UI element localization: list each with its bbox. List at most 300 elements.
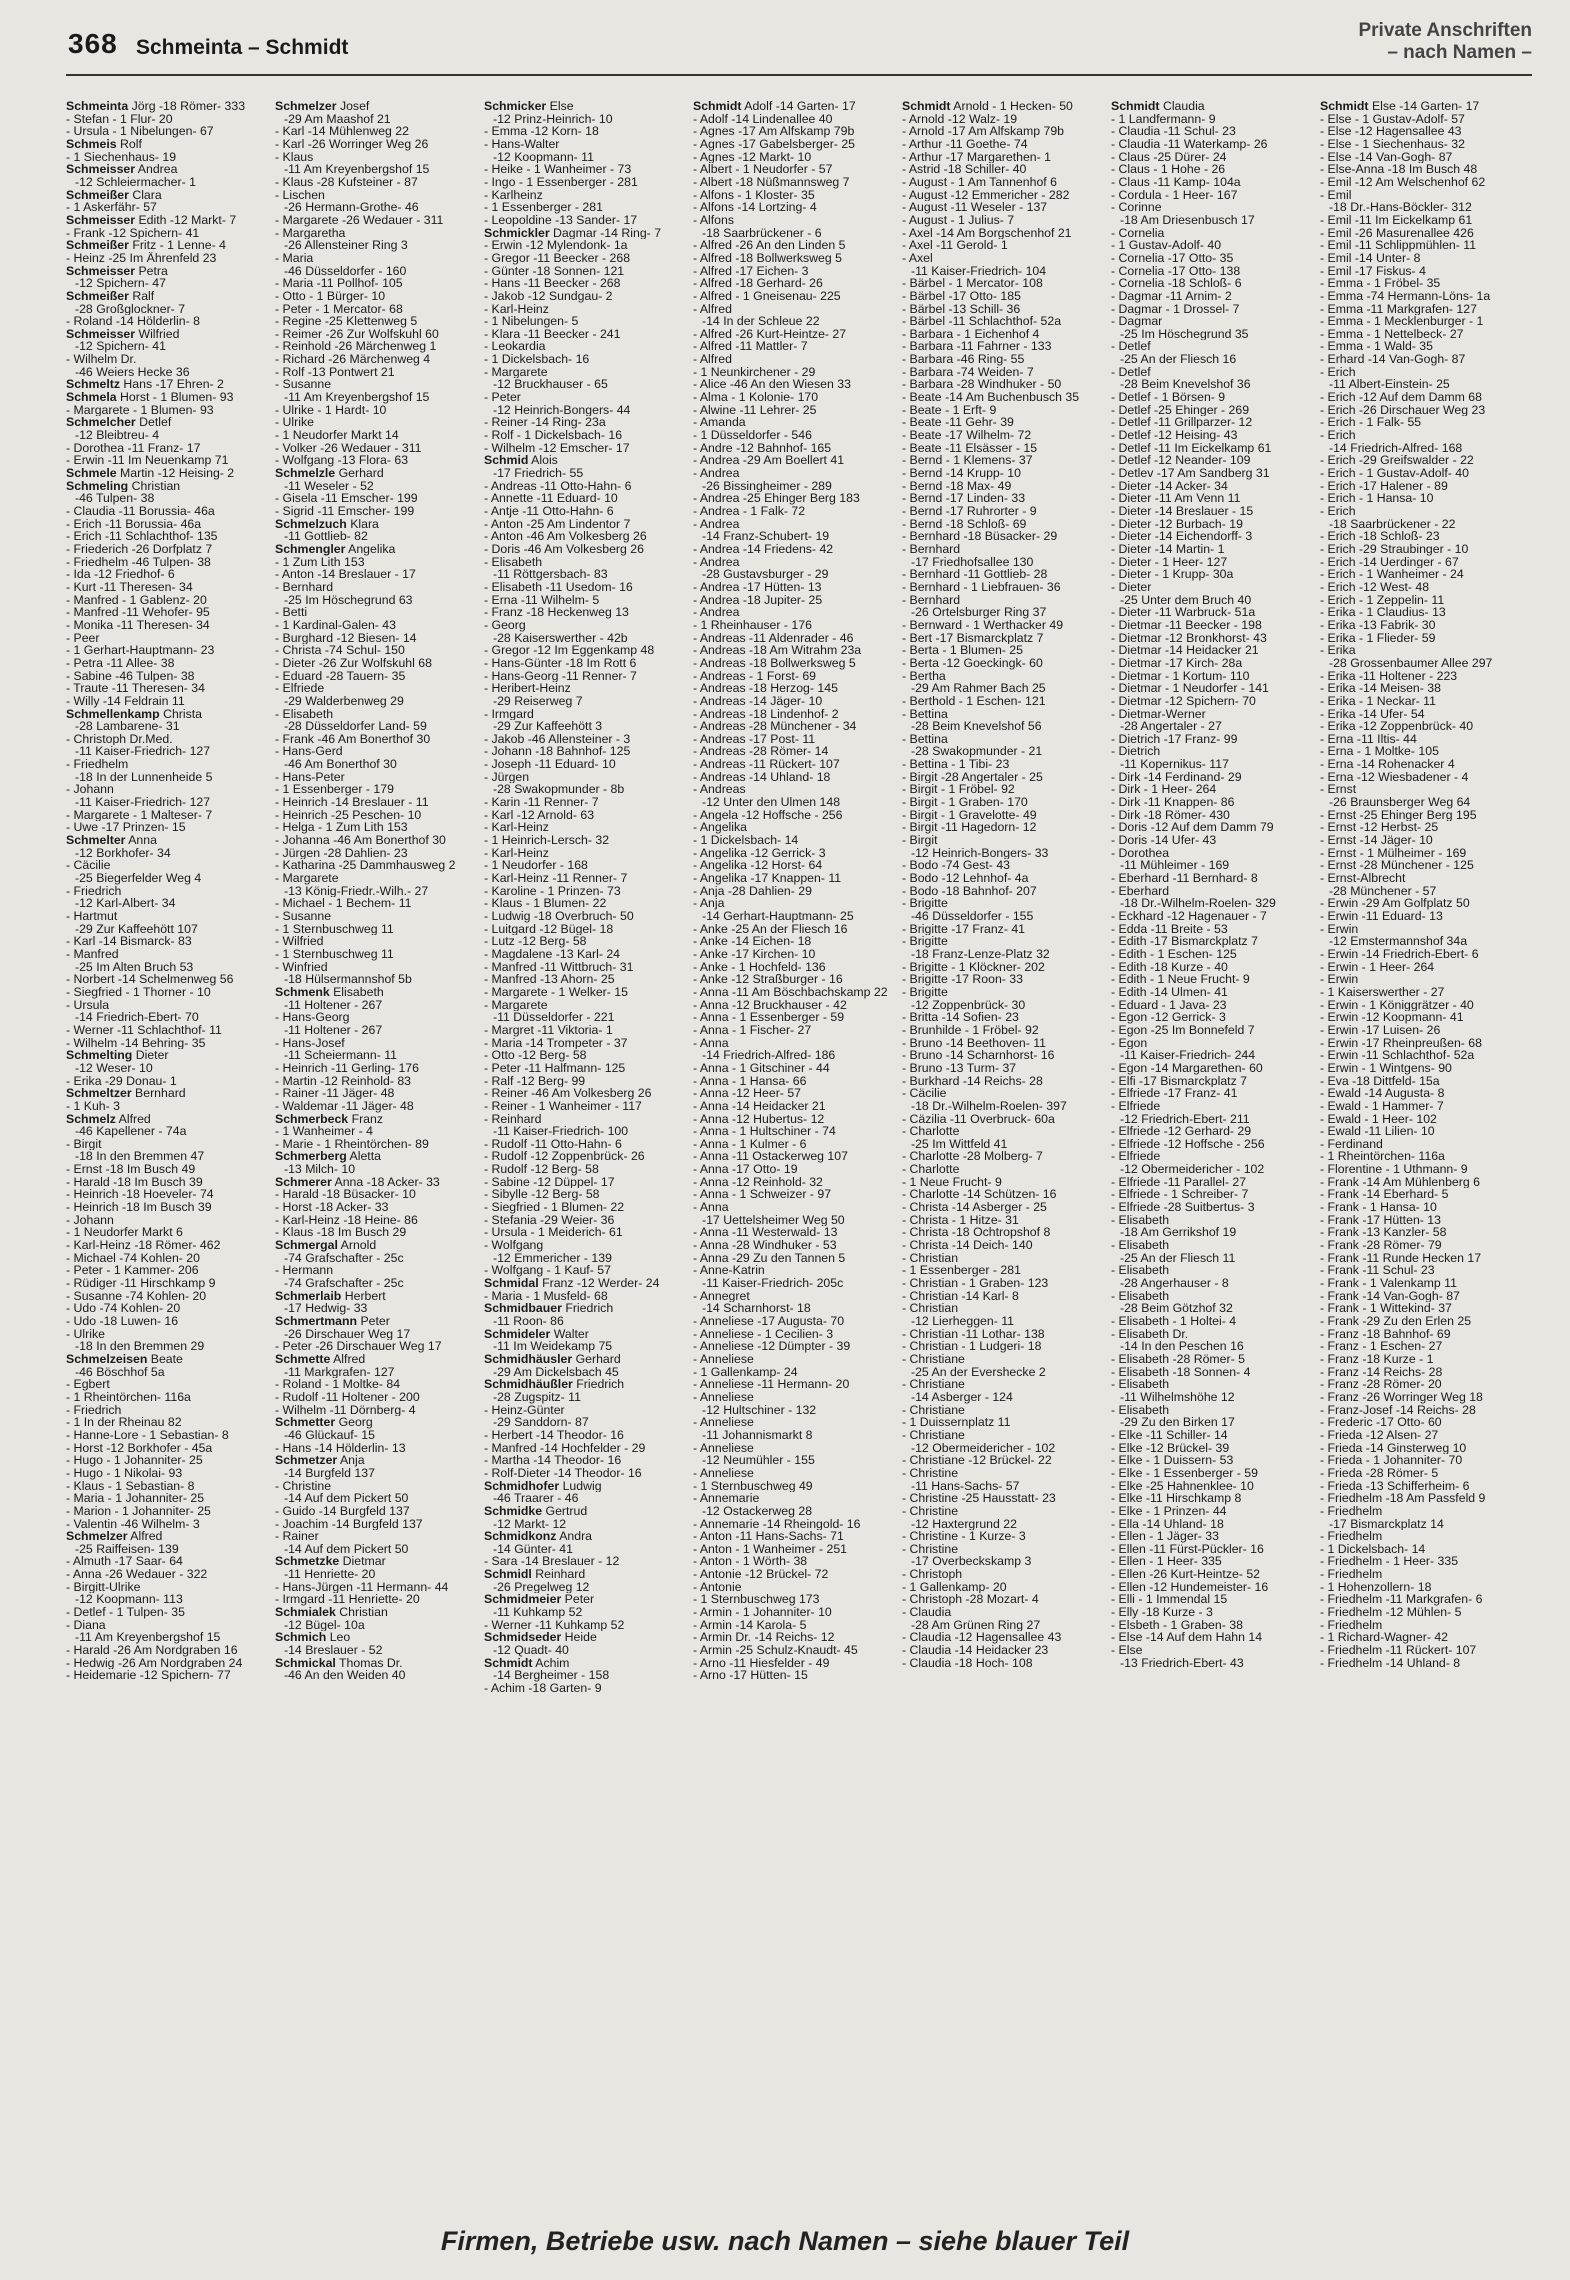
entry-text: - Emil (1320, 188, 1352, 202)
entry-line (275, 834, 478, 847)
entry-line (902, 1416, 1105, 1429)
entry-text: -18 In den Bremmen 29 (75, 1340, 205, 1353)
entry-line (66, 783, 269, 796)
entry-text: - Emil -17 Fiskus- 4 (1320, 264, 1426, 278)
entry-line (275, 1290, 478, 1303)
entry-text: - Anna - 1 Kulmer - 6 (693, 1137, 807, 1151)
entry-text: - 1 Dickelsbach- 14 (1320, 1542, 1426, 1556)
entry-line (902, 1631, 1105, 1644)
entry-text: - Elfi -17 Bismarckplatz 7 (1111, 1074, 1247, 1088)
entry-text: - Stefania -29 Weier- 36 (484, 1213, 615, 1227)
entry-text: -12 Unter den Ulmen 148 (702, 796, 841, 809)
entry-text: -12 Bleibtreu- 4 (75, 429, 160, 442)
entry-line (275, 745, 478, 758)
entry-text: - Karl-Heinz -18 Heine- 86 (275, 1213, 418, 1227)
entry-text: - Petra -11 Allee- 38 (66, 656, 175, 670)
entry-line (484, 796, 687, 809)
entry-line (693, 1429, 896, 1442)
entry-line (1111, 657, 1314, 670)
entry-text: Walter (553, 1327, 589, 1341)
entry-text: - Arno -11 Hiesfelder - 49 (693, 1656, 830, 1670)
entry-text: - Frank -28 Römer- 79 (1320, 1239, 1442, 1252)
entry-text: - Christine (902, 1504, 959, 1518)
entry-text: - Elfriede - 1 Schreiber- 7 (1111, 1188, 1249, 1202)
entry-text: - Angelika -12 Gerrick- 3 (693, 846, 826, 860)
entry-line (66, 1518, 269, 1531)
entry-line (1320, 125, 1523, 138)
entry-line (275, 201, 478, 214)
entry-text: -13 König-Friedr.-Wilh.- 27 (284, 884, 429, 898)
entry-text: - Anton -25 Am Lindentor 7 (484, 517, 631, 531)
entry-line (484, 581, 687, 594)
entry-line (1320, 796, 1523, 809)
entry-line (1111, 594, 1314, 607)
entry-text: - Margret -11 Viktoria- 1 (484, 1023, 613, 1037)
entry-line (693, 783, 896, 796)
entry-text: - Elfriede (1111, 1150, 1161, 1164)
entry-line (484, 1176, 687, 1189)
entry-line (66, 973, 269, 986)
entry-text: - Dietmar -17 Kirch- 28a (1111, 656, 1243, 670)
entry-line (1111, 568, 1314, 581)
entry-line (275, 378, 478, 391)
entry-text: - Wolfgang -13 Flora- 63 (275, 454, 409, 468)
entry-text: - Anna - 1 Hansa- 66 (693, 1074, 807, 1088)
entries-column-1 (66, 100, 269, 2190)
entry-text: -12 Ostackerweg 28 (702, 1504, 813, 1518)
surname: Schmidbauer (484, 1302, 562, 1315)
entry-text: -28 Swakopmunder - 8b (493, 783, 625, 797)
entry-line (275, 1606, 478, 1619)
entry-text: - 1 In der Rheinau 82 (66, 1416, 182, 1429)
entry-line (1320, 1328, 1523, 1341)
entry-text: - Frieda -13 Schifferheim- 6 (1320, 1479, 1470, 1493)
entry-line (484, 1442, 687, 1455)
entry-line (275, 1024, 478, 1037)
entry-text: - 1 Gallenkamp- 20 (902, 1580, 1007, 1594)
entry-line (484, 404, 687, 417)
entry-text: - Heinrich -25 Peschen- 10 (275, 808, 422, 822)
entry-text: - Bertha (902, 669, 946, 683)
entry-line (484, 1467, 687, 1480)
entry-text: - Ellen -26 Kurt-Heintze- 52 (1111, 1568, 1260, 1581)
entry-text: - Erich (1320, 429, 1356, 442)
entry-text: - Anneliese (693, 1390, 754, 1404)
entry-line (1320, 1252, 1523, 1265)
entry-text: - Margaretha (275, 226, 346, 240)
entry-text: - Christian (902, 1302, 959, 1315)
entries-column-4 (693, 100, 896, 2190)
surname: Schmetzer (275, 1454, 338, 1467)
entry-line (902, 1037, 1105, 1050)
entry-text: - Edith - 1 Eschen- 125 (1111, 947, 1237, 961)
entry-line (66, 366, 269, 379)
entry-text: - Claudia -11 Borussia- 46a (66, 505, 215, 518)
entry-text: - Cäzilia -11 Overbruck- 60a (902, 1112, 1055, 1126)
entry-text: - Detlef -25 Ehinger - 269 (1111, 403, 1250, 417)
entry-line (1111, 834, 1314, 847)
entry-line (275, 1657, 478, 1670)
entry-text: -13 Friedrich-Ebert- 43 (1120, 1656, 1244, 1670)
entry-text: -28 Beim Götzhof 32 (1120, 1302, 1233, 1315)
entry-line (1320, 1543, 1523, 1556)
surname: Schmelting (66, 1049, 133, 1062)
entry-text: - Johann (66, 1213, 114, 1227)
entry-line (1111, 1290, 1314, 1303)
surname: Schmidt (484, 1656, 533, 1670)
entry-text: - Florentine - 1 Uthmann- 9 (1320, 1163, 1468, 1176)
surname: Schmid (484, 454, 529, 468)
entry-text: - Erika - 1 Claudius- 13 (1320, 606, 1446, 619)
entry-text: -18 Saarbrückener - 6 (702, 226, 822, 240)
entry-text: -11 Mühleimer - 169 (1120, 859, 1230, 873)
entry-text: - Friedhelm -18 Am Passfeld 9 (1320, 1492, 1486, 1505)
entry-line (1320, 594, 1523, 607)
entry-text: - Edith - 1 Neue Frucht- 9 (1111, 973, 1250, 986)
entry-text: -28 Zugspitz- 11 (493, 1390, 581, 1404)
entry-line (1320, 1530, 1523, 1543)
entry-line (484, 1037, 687, 1050)
entry-text: - Klaus - 1 Blumen- 22 (484, 897, 607, 910)
entry-text: - Monika -11 Theresen- 34 (66, 618, 210, 632)
entry-line (484, 606, 687, 619)
entry-text: -25 Im Höschegrund 35 (1120, 327, 1249, 341)
entry-line (1320, 353, 1523, 366)
entry-text: -11 Kaiser-Friedrich- 205c (702, 1277, 844, 1290)
entry-text: - Gregor -11 Beecker - 268 (484, 251, 631, 265)
entry-text: - 1 Neue Frucht- 9 (902, 1175, 1002, 1189)
entry-line (902, 897, 1105, 910)
entry-text: - Andreas (693, 783, 746, 797)
entry-text: Detlef (139, 416, 172, 430)
entry-text: - Andreas -14 Jäger- 10 (693, 694, 823, 708)
entry-line (902, 619, 1105, 632)
entry-text: - Heribert-Heinz (484, 682, 571, 695)
entry-text: - 1 Düsseldorfer - 546 (693, 429, 812, 442)
entry-text: - Birgit -11 Hagedorn- 12 (902, 821, 1037, 835)
entry-line (902, 1619, 1105, 1632)
entry-text: -74 Grafschafter - 25c (284, 1277, 404, 1290)
entry-text: - Franz - 1 Eschen- 27 (1320, 1340, 1443, 1353)
entry-line (484, 657, 687, 670)
entry-text: - Wilhelm -12 Emscher- 17 (484, 441, 630, 455)
entry-text: - Anke -17 Kirchen- 10 (693, 947, 816, 961)
entry-text: - Birgit (902, 834, 938, 847)
entry-line (1320, 1518, 1523, 1531)
surname: Schmela (66, 391, 117, 404)
entry-text: -12 Hultschiner - 132 (702, 1403, 817, 1417)
entry-text: - Else - 1 Gustav-Adolf- 57 (1320, 112, 1465, 126)
entry-line (1320, 239, 1523, 252)
entry-line (484, 214, 687, 227)
entry-line (693, 1302, 896, 1315)
entry-line (1111, 442, 1314, 455)
entry-line (1111, 1454, 1314, 1467)
entry-text: Peter (360, 1315, 390, 1328)
entry-text: - Peter - 1 Kammer- 206 (66, 1264, 199, 1278)
entry-line (1320, 1555, 1523, 1568)
entry-text: - Dietmar-Werner (1111, 707, 1206, 721)
entry-text: - Anna -12 Hubertus- 12 (693, 1112, 825, 1126)
entry-text: - Reiner -14 Ring- 23a (484, 416, 606, 430)
entry-line (693, 872, 896, 885)
entry-line (902, 644, 1105, 657)
entry-text: - Emma - 1 Mecklenburger - 1 (1320, 315, 1484, 328)
entry-text: - 1 Rheinhauser - 176 (693, 618, 812, 632)
entry-text: - Albert - 1 Neudorfer - 57 (693, 163, 833, 176)
entry-line (902, 214, 1105, 227)
entry-text: - Detlef -12 Heising- 43 (1111, 429, 1238, 442)
entry-text: Aletta (349, 1150, 381, 1164)
entry-line (275, 227, 478, 240)
entry-line (66, 885, 269, 898)
entry-line (693, 1378, 896, 1391)
entry-text: - Anja (693, 897, 725, 910)
entry-line (275, 657, 478, 670)
entry-line (275, 1593, 478, 1606)
entry-line (1111, 214, 1314, 227)
entry-line (1320, 1188, 1523, 1201)
entry-text: - Heinrich -14 Breslauer - 11 (275, 796, 429, 809)
entry-text: - Dietrich -17 Franz- 99 (1111, 732, 1238, 746)
entry-text: - Angelika (693, 821, 748, 835)
entry-text: - Bernd -17 Ruhrorter - 9 (902, 505, 1037, 518)
entry-line (693, 1669, 896, 1682)
surname: Schmidhäußler (484, 1378, 573, 1391)
surname: Schmich (275, 1631, 327, 1645)
entry-text: - Anne-Katrin (693, 1264, 765, 1278)
entry-line (693, 378, 896, 391)
entry-text: - Elisabeth -11 Usedom- 16 (484, 580, 633, 594)
entry-text: Arnold (340, 1239, 377, 1252)
entry-line (1111, 328, 1314, 341)
entry-line (1320, 961, 1523, 974)
entry-line (693, 1442, 896, 1455)
entry-line (693, 632, 896, 645)
entry-line (1111, 1062, 1314, 1075)
entry-text: - Heinz -25 Im Ährenfeld 23 (66, 251, 217, 265)
entry-text: -12 Quadt- 40 (493, 1644, 569, 1657)
entry-text: - Dieter -11 Am Venn 11 (1111, 492, 1241, 505)
entry-text: - Elke -25 Hahnenklee- 10 (1111, 1479, 1254, 1493)
entry-text: - Erich -29 Greifswalder - 22 (1320, 454, 1474, 468)
entry-line (66, 1530, 269, 1543)
entry-text: - Dorothea (1111, 846, 1170, 860)
entry-text: - Dieter -11 Warbruck- 51a (1111, 606, 1256, 619)
entry-text: - 1 Kaiserswerther - 27 (1320, 985, 1445, 999)
entry-text: -29 Zur Kaffeehött 3 (493, 720, 603, 733)
entry-text: - Erhard -14 Van-Gogh- 87 (1320, 353, 1466, 366)
entry-line (693, 708, 896, 721)
entry-line (1320, 923, 1523, 936)
entry-text: - Claudia -18 Hoch- 108 (902, 1656, 1033, 1670)
entry-line (484, 290, 687, 303)
entry-text: -11 Hans-Sachs- 57 (911, 1479, 1020, 1493)
entry-text: -29 Walderbenweg 29 (284, 694, 404, 708)
entry-line (66, 227, 269, 240)
entry-line (66, 315, 269, 328)
entry-line (902, 606, 1105, 619)
entry-text: - Cornelia -17 Otto- 35 (1111, 251, 1234, 265)
entry-text: -18 In den Bremmen 47 (75, 1150, 205, 1164)
entry-line (693, 1543, 896, 1556)
entry-text: - Ingo - 1 Essenberger - 281 (484, 175, 638, 189)
entry-line (1111, 378, 1314, 391)
entry-text: - 1 Rheintörchen- 116a (66, 1390, 191, 1404)
entry-text: - Bernhard (275, 580, 334, 594)
entry-line (902, 1366, 1105, 1379)
entry-line (693, 265, 896, 278)
entry-text: - Erich - 1 Wanheimer - 24 (1320, 568, 1464, 581)
entry-line (1111, 1391, 1314, 1404)
entry-text: - Friedhelm -11 Rückert- 107 (1320, 1644, 1477, 1657)
entry-text: - Peter -26 Dirschauer Weg 17 (275, 1340, 442, 1353)
entry-text: - Reiner -46 Am Volkesberg 26 (484, 1087, 652, 1100)
entry-line (66, 1125, 269, 1138)
entry-text: - Erich (1320, 365, 1356, 379)
entry-line (66, 100, 269, 113)
entry-line (484, 834, 687, 847)
entry-line (275, 366, 478, 379)
entry-text: - Luitgard -12 Bügel- 18 (484, 922, 614, 936)
entry-text: - Franz -14 Reichs- 28 (1320, 1365, 1443, 1379)
entry-line (1320, 1100, 1523, 1113)
entry-text: -14 Friedrich-Alfred- 168 (1329, 441, 1463, 455)
surname: Schmerbeck (275, 1112, 349, 1126)
entry-line (66, 1163, 269, 1176)
entry-text: -12 Spichern- 41 (75, 340, 166, 354)
entry-line (484, 1581, 687, 1594)
entry-line (1111, 467, 1314, 480)
entry-text: - Axel -14 Am Borgschenhof 21 (902, 226, 1072, 240)
entry-text: - Johann -18 Bahnhof- 125 (484, 745, 631, 759)
entry-text: - Alwine -11 Lehrer- 25 (693, 403, 817, 417)
entry-line (902, 973, 1105, 986)
entry-line (1320, 1125, 1523, 1138)
entry-line (1320, 1454, 1523, 1467)
entry-text: -29 Am Dickelsbach 45 (493, 1365, 619, 1379)
entry-line (693, 328, 896, 341)
entry-text: - Birgitt-Ulrike (66, 1580, 141, 1594)
entry-line (275, 1150, 478, 1163)
entry-text: - Claudia (902, 1606, 952, 1619)
entry-line (1320, 480, 1523, 493)
entry-line (484, 1049, 687, 1062)
entry-line (275, 1644, 478, 1657)
entry-line (693, 1214, 896, 1227)
entry-text: - Berthold - 1 Eschen- 121 (902, 694, 1046, 708)
entry-text: -12 Spichern- 47 (75, 277, 166, 290)
entry-text: -18 Hülsermannshof 5b (284, 973, 412, 986)
entry-line (484, 201, 687, 214)
entry-text: - Harald -18 Büsacker- 10 (275, 1188, 416, 1202)
entry-text: - August -11 Weseler - 137 (902, 201, 1048, 214)
entry-line (275, 1176, 478, 1189)
entry-line (902, 1239, 1105, 1252)
entry-text: - Emil -26 Masurenallee 426 (1320, 226, 1474, 240)
entry-text: Alfred (130, 1530, 163, 1543)
entry-text: - Ursula - 1 Meiderich- 61 (484, 1226, 623, 1240)
entry-line (1111, 821, 1314, 834)
entry-line (1111, 1568, 1314, 1581)
entry-line (902, 290, 1105, 303)
entry-text: -12 Obermeidericher - 102 (1120, 1163, 1265, 1176)
entry-line (1111, 1315, 1314, 1328)
entry-text: -46 Am Bonerthof 30 (284, 758, 397, 771)
entry-text: -14 Asberger - 124 (911, 1390, 1013, 1404)
entry-text: - 1 Nibelungen- 5 (484, 315, 579, 328)
entry-line (66, 176, 269, 189)
entry-text: -14 Scharnhorst- 18 (702, 1302, 811, 1315)
entry-text: - Claus -11 Kamp- 104a (1111, 175, 1241, 189)
entry-text: -11 Am Kreyenbergshof 15 (75, 1631, 221, 1645)
entry-line (902, 138, 1105, 151)
entry-line (66, 1150, 269, 1163)
entry-line (902, 961, 1105, 974)
entry-text: -14 Franz-Schubert- 19 (702, 530, 830, 543)
entry-text: - Antonie -12 Brückel- 72 (693, 1568, 829, 1581)
entry-text: - Bärbel -17 Otto- 185 (902, 289, 1021, 303)
entry-line (275, 1543, 478, 1556)
entry-text: - Karl -14 Mühlenweg 22 (275, 125, 409, 138)
entry-line (275, 556, 478, 569)
entry-text: - Anke -12 Straßburger - 16 (693, 973, 843, 986)
entry-line (693, 1125, 896, 1138)
entry-text: - Anton - 1 Wanheimer - 251 (693, 1542, 848, 1556)
entry-text: - Cornelia (1111, 226, 1165, 240)
entry-text: - Elfriede (1111, 1099, 1161, 1113)
entry-line (1111, 581, 1314, 594)
entry-text: - Emma -12 Korn- 18 (484, 125, 599, 138)
entry-line (693, 1492, 896, 1505)
entry-line (1320, 1062, 1523, 1075)
entry-line (484, 1555, 687, 1568)
entry-line (275, 214, 478, 227)
entry-line (902, 353, 1105, 366)
entry-line (693, 189, 896, 202)
entry-text: - Manfred -11 Wittbruch- 31 (484, 960, 634, 974)
entry-text: Alfred (118, 1112, 151, 1126)
entry-line (902, 657, 1105, 670)
entry-line (484, 1340, 687, 1353)
entry-line (1111, 1581, 1314, 1594)
entry-line (66, 480, 269, 493)
entry-line (693, 1100, 896, 1113)
entry-line (1320, 935, 1523, 948)
entry-line (902, 189, 1105, 202)
entry-line (66, 239, 269, 252)
entry-text: -46 Weiers Hecke 36 (75, 365, 190, 379)
entry-text: - Karl-Heinz (484, 846, 549, 860)
entry-text: - Heinz-Günter (484, 1403, 565, 1417)
entry-line (66, 1543, 269, 1556)
entry-line (1111, 189, 1314, 202)
entry-line (484, 315, 687, 328)
entry-line (693, 138, 896, 151)
entry-text: - Ida -12 Friedhof- 6 (66, 568, 175, 581)
entry-text: - Angelika -12 Horst- 64 (693, 859, 823, 873)
entry-text: - Frank -14 Eberhard- 5 (1320, 1188, 1449, 1202)
entry-text: - Reinhold -26 Märchenweg 1 (275, 340, 437, 354)
entry-text: - Irmgard (484, 707, 534, 721)
entry-line (902, 201, 1105, 214)
entry-line (693, 1644, 896, 1657)
entry-text: - Elke - 1 Prinzen- 44 (1111, 1504, 1227, 1518)
entry-line (693, 986, 896, 999)
entry-text: - Arnold -12 Walz- 19 (902, 112, 1018, 126)
surname: Schmeisser (66, 163, 136, 176)
entry-text: Adolf -14 Garten- 17 (744, 100, 856, 113)
